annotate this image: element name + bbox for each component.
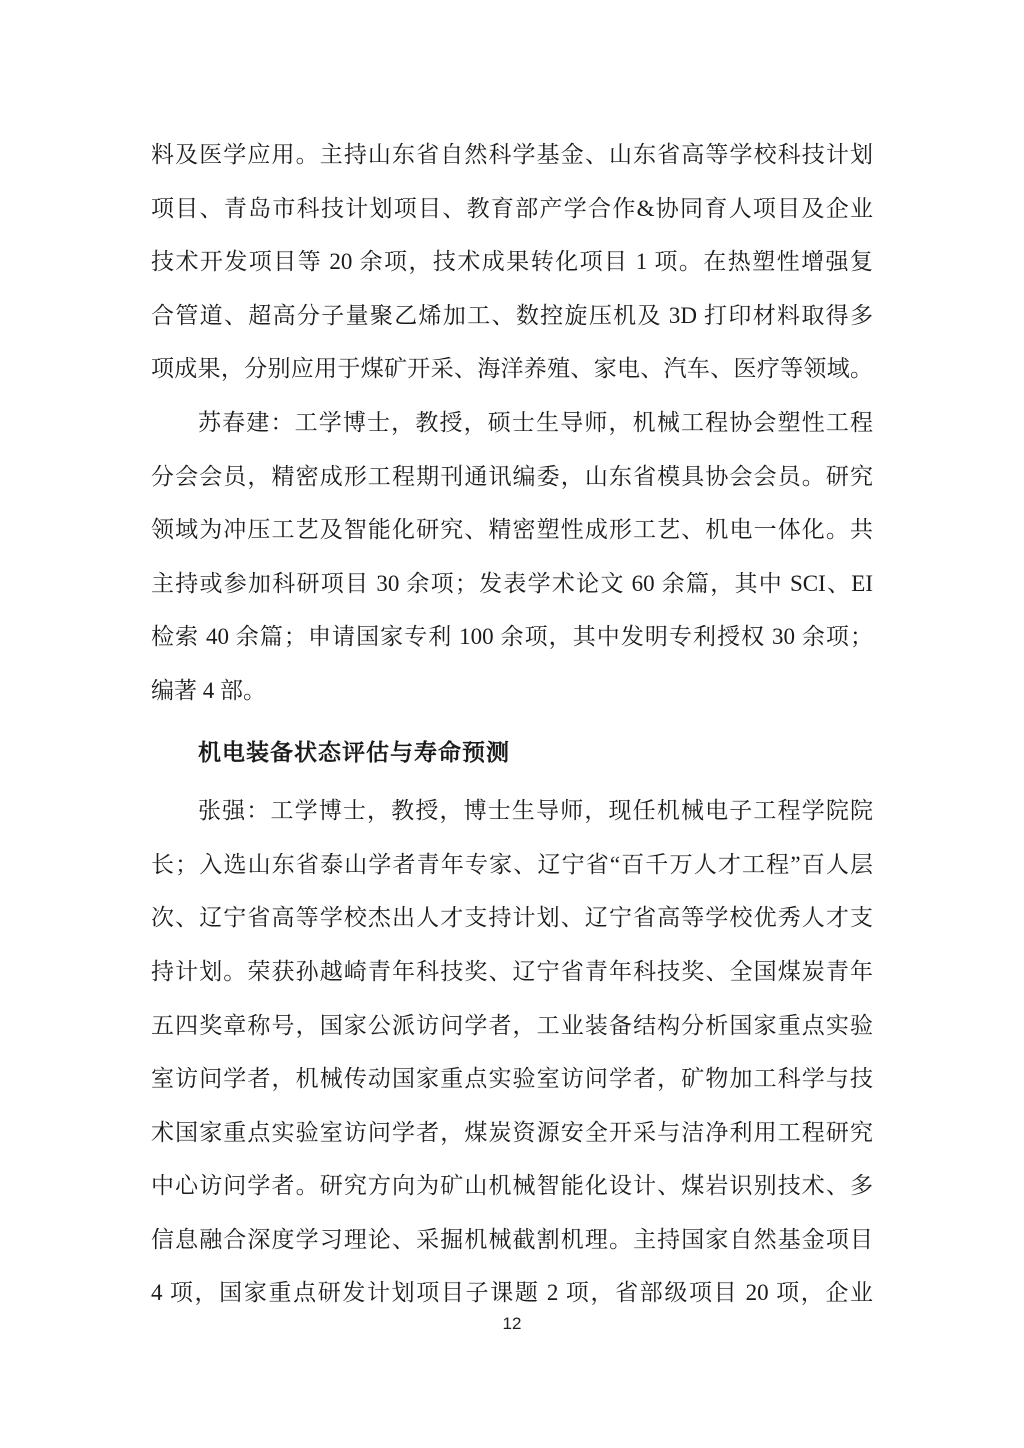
text-line: 张强：工学博士，教授，博士生导师，现任机械电子工程学院院: [198, 798, 873, 824]
section-heading: 机电装备状态评估与寿命预测: [198, 739, 510, 765]
paragraph: [151, 128, 873, 396]
text-line: 次、辽宁省高等学校杰出人才支持计划、辽宁省高等学校优秀人才支: [151, 905, 873, 931]
paragraph: [151, 784, 873, 1320]
text-line: 主持或参加科研项目 30 余项；发表学术论文 60 余篇，其中 SCI、EI: [151, 570, 873, 596]
text-line: 术国家重点实验室访问学者，煤炭资源安全开采与洁净利用工程研究: [151, 1119, 873, 1145]
text-line: 中心访问学者。研究方向为矿山机械智能化设计、煤岩识别技术、多: [151, 1173, 873, 1199]
text-line: 领域为冲压工艺及智能化研究、精密塑性成形工艺、机电一体化。共: [151, 517, 873, 543]
text-line: 料及医学应用。主持山东省自然科学基金、山东省高等学校科技计划: [151, 142, 873, 167]
text-line: 项成果，分别应用于煤矿开采、海洋养殖、家电、汽车、医疗等领域。: [151, 356, 873, 382]
text-line: 分会会员，精密成形工程期刊通讯编委，山东省模具协会会员。研究: [151, 463, 873, 489]
text-line: 编著 4 部。: [151, 677, 266, 703]
text-line: 4 项，国家重点研发计划项目子课题 2 项，省部级项目 20 项，企业: [151, 1280, 873, 1306]
paragraph: [151, 396, 873, 718]
text-line: 技术开发项目等 20 余项，技术成果转化项目 1 项。在热塑性增强复: [151, 249, 873, 275]
text-line: 长；入选山东省泰山学者青年专家、辽宁省“百千万人才工程”百人层: [151, 851, 873, 877]
text-line: 检索 40 余篇；申请国家专利 100 余项，其中发明专利授权 30 余项；: [151, 624, 873, 650]
text-line: 五四奖章称号，国家公派访问学者，工业装备结构分析国家重点实验: [151, 1012, 873, 1038]
text-line: 信息融合深度学习理论、采掘机械截割机理。主持国家自然基金项目: [151, 1226, 873, 1252]
text-line: 持计划。荣获孙越崎青年科技奖、辽宁省青年科技奖、全国煤炭青年: [151, 958, 873, 984]
document-body: [151, 128, 873, 1320]
text-line: 苏春建：工学博士，教授，硕士生导师，机械工程协会塑性工程: [198, 409, 873, 435]
text-line: 室访问学者，机械传动国家重点实验室访问学者，矿物加工科学与技: [151, 1066, 873, 1092]
text-line: 项目、青岛市科技计划项目、教育部产学合作&协同育人项目及企业: [151, 195, 873, 221]
text-line: 合管道、超高分子量聚乙烯加工、数控旋压机及 3D 打印材料取得多: [151, 302, 873, 328]
page-number: 12: [502, 1314, 522, 1333]
